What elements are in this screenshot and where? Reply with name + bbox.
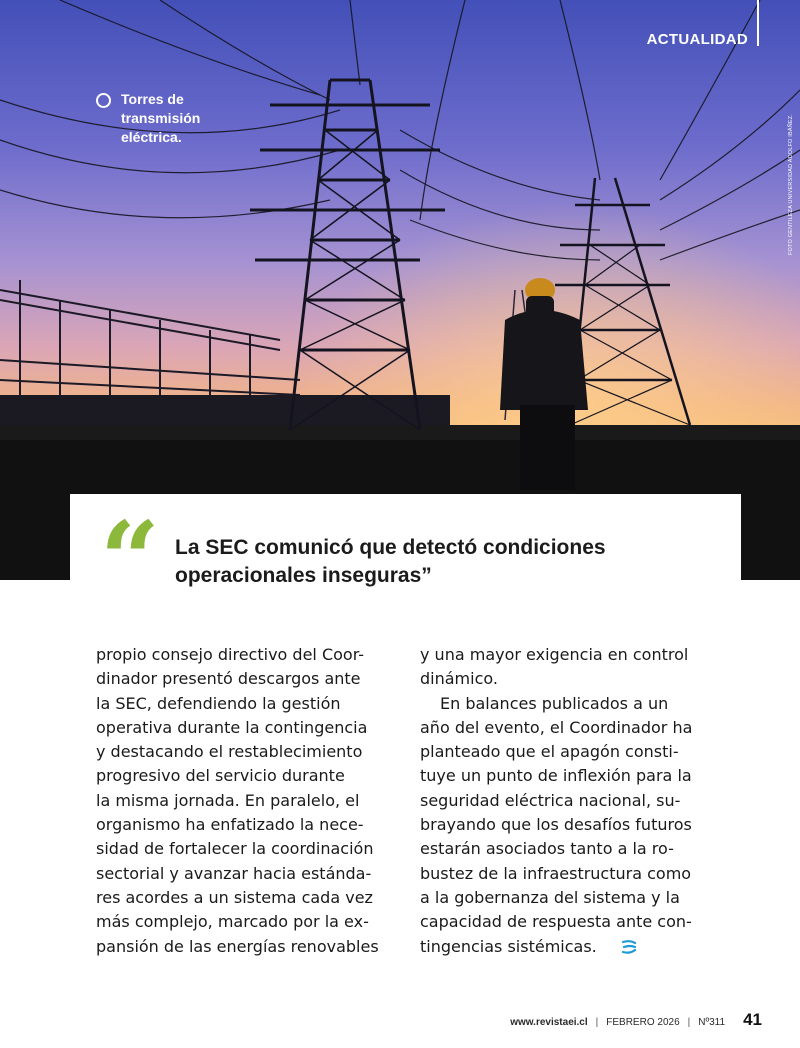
- section-divider: [757, 0, 759, 46]
- body-paragraph-final: [420, 692, 716, 961]
- page-number: 41: [743, 1010, 762, 1029]
- section-label: ACTUALIDAD: [646, 31, 748, 48]
- pull-quote: [70, 494, 741, 621]
- body-column-right: [420, 643, 716, 961]
- caption-circle-icon: [96, 93, 111, 108]
- photo-credit: FOTO GENTILEZA UNIVERSIDAD ADOLFO IBÁÑEZ.: [788, 113, 794, 255]
- page-footer: [510, 1010, 762, 1030]
- body-paragraph-text: En balances publicados a un año del evento, el Coordinador ha planteado que el apagón consti- tuye un punto de inflexión para la seguridad eléctrica nacional, su- brayando que los desafíos futuros estarán asociados tanto a la ro- bustez de la infraestructura como a la gobernanza del sistema y la capacidad de respuesta ante con- tingencias sistémicas.: [420, 693, 693, 956]
- footer-issue: Nº311: [698, 1017, 726, 1028]
- body-paragraph: y una mayor exigencia en control dinámico.: [420, 645, 689, 689]
- footer-separator: |: [595, 1017, 599, 1028]
- footer-date: FEBRERO 2026: [606, 1017, 680, 1028]
- photo-caption-text: Torres de transmisión eléctrica.: [121, 91, 201, 145]
- magazine-end-icon: [601, 937, 637, 961]
- footer-separator: |: [687, 1017, 691, 1028]
- body-column-left: [96, 643, 392, 959]
- body-paragraph: propio consejo directivo del Coor- dinador presentó descargos ante la SEC, defendiendo la gestión operativa durante la contingencia y destacando el restablecimiento progresivo del servicio durante la misma jornada. En paralelo, el organismo ha enfatizado la nece- sidad de fortalecer la coordinación sectorial y avanzar hacia estánda- res acordes a un sistema cada vez más complejo, marcado por la ex- pansión de las energías renovables: [96, 645, 379, 956]
- quote-mark-icon: “: [100, 498, 160, 621]
- pull-quote-text: La SEC comunicó que detectó condiciones operacionales inseguras”: [175, 536, 606, 587]
- photo-caption: [96, 90, 221, 147]
- footer-website-link[interactable]: www.revistaei.cl: [510, 1017, 588, 1028]
